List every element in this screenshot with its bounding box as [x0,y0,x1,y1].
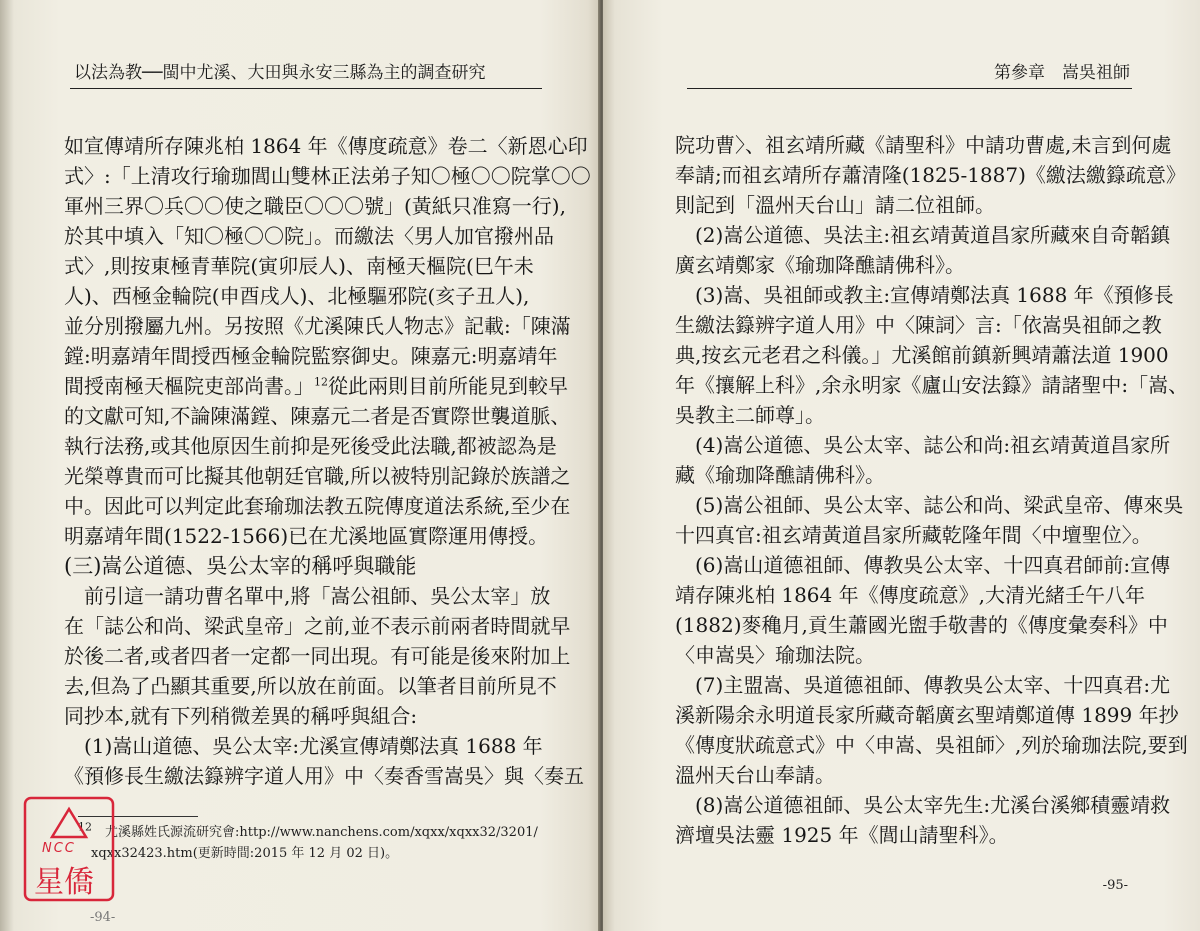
footnote-line[interactable]: xqxx32423.htm(更新時間:2015 年 12 月 02 日)。 [78,846,399,861]
section-heading: (三)嵩公道德、吳公太宰的稱呼與職能 [64,554,417,578]
text-line: 中。因此可以判定此套瑜珈法教五院傳度道法系統,至少在 [64,494,571,518]
text-line: 吳教主二師尊」。 [675,403,825,427]
right-page [603,0,1200,931]
text-line: (1882)麥穐月,貢生蕭國光盥手敬書的《傳度彙奏科》中 [675,613,1168,637]
text-line: 明嘉靖年間(1522-1566)已在尤溪地區實際運用傳授。 [64,524,549,548]
text-line: 前引這一請功曹名單中,將「嵩公祖師、吳公太宰」放 [64,584,551,608]
footnote-line [78,822,554,843]
text-line: 人)、西極金輪院(申酉戌人)、北極驅邪院(亥子丑人), [64,284,530,308]
text-line: (5)嵩公祖師、吳公太宰、誌公和尚、梁武皇帝、傳來吳 [675,493,1184,517]
text-line: 溫州天台山奉請。 [675,763,835,787]
text-line: 十四真官:祖玄靖黃道昌家所藏乾隆年間〈中壇聖位〉。 [675,523,1152,547]
text-line: 軍州三界〇兵〇〇使之職臣〇〇〇號」(黃紙只准寫一行), [64,194,566,218]
text-line: 〈申嵩吳〉瑜珈法院。 [675,643,875,667]
text-line: 同抄本,就有下列稍微差異的稱呼與組合: [64,704,418,728]
page-number-right: -95- [1102,878,1128,893]
text-fragment: 從此兩則目前所能見到較早 [328,374,568,398]
text-line: (6)嵩山道德祖師、傳教吳公太宰、十四真君師前:宣傳 [675,553,1171,577]
text-line: (3)嵩、吳祖師或教主:宣傳靖鄭法真 1688 年《預修長 [675,283,1174,307]
text-line: 去,但為了凸顯其重要,所以放在前面。以筆者目前所見不 [64,674,557,698]
text-line: 《傳度狀疏意式》中〈申嵩、吳祖師〉,列於瑜珈法院,要到 [675,733,1188,757]
footnote-reference[interactable]: 12 [314,375,328,389]
text-line: 的文獻可知,不論陳滿鏜、陳嘉元二者是否實際世襲道脈、 [64,404,571,428]
text-line: (4)嵩公道德、吳公太宰、誌公和尚:祖玄靖黃道昌家所 [675,433,1171,457]
text-line: 生繳法籙辨字道人用》中〈陳詞〉言:「依嵩吳祖師之教 [675,313,1162,337]
footnote-text[interactable]: 尤溪縣姓氏源流研究會:http://www.nanchens.com/xqxx/xqxx32/3201/ [92,825,538,840]
logo-text: 星僑 [34,865,94,900]
text-line: 光榮尊貴而可比擬其他朝廷官職,所以被特別記錄於族譜之 [64,464,571,488]
footnote [78,822,554,864]
text-line: 《預修長生繳法籙辨字道人用》中〈奏香雪嵩吳〉與〈奏五 [64,764,584,788]
page-number-left: -94- [90,910,116,925]
text-line: 於後二者,或者四者一定都一同出現。有可能是後來附加上 [64,644,571,668]
text-line: 並分別撥屬九州。另按照《尤溪陳氏人物志》記載:「陳滿 [64,314,571,338]
text-line: (2)嵩公道德、吳法主:祖玄靖黃道昌家所藏來自奇韜鎮 [675,223,1171,247]
ncc-watermark-logo [22,795,116,903]
footnote-number: 12 [78,820,92,834]
header-rule-left [70,88,542,89]
text-line: 典,按玄元老君之科儀。」尤溪館前鎮新興靖蕭法道 1900 [675,343,1169,367]
text-line: 式〉:「上清攻行瑜珈閭山雙林正法弟子知〇極〇〇院掌〇〇 [64,164,591,188]
logo-text: NCC [42,841,76,856]
text-line: (1)嵩山道德、吳公太宰:尤溪宣傳靖鄭法真 1688 年 [64,734,543,758]
text-line: 在「誌公和尚、梁武皇帝」之前,並不表示前兩者時間就早 [64,614,571,638]
running-header-left: 以法為教──閩中尤溪、大田與永安三縣為主的調查研究 [74,63,486,83]
text-line: (8)嵩公道德祖師、吳公太宰先生:尤溪台溪鄉積靈靖救 [675,793,1171,817]
text-fragment: 間授南極天樞院吏部尚書。」 [64,374,314,398]
text-line: 院功曹〉、祖玄靖所藏《請聖科》中請功曹處,未言到何處 [675,133,1172,157]
text-line: 藏《瑜珈降醮請佛科》。 [675,463,885,487]
text-line: 執行法務,或其他原因生前抑是死後受此法職,都被認為是 [64,434,557,458]
left-body-text [64,131,591,791]
text-line: 廣玄靖鄭家《瑜珈降醮請佛科》。 [675,253,965,277]
text-line: 式〉,則按東極青華院(寅卯辰人)、南極天樞院(巳午未 [64,254,534,278]
text-line: 濟壇吳法靈 1925 年《閭山請聖科》。 [675,823,1009,847]
text-line: 奉請;而祖玄靖所存蕭清隆(1825-1887)《繳法繳籙疏意》 [675,163,1186,187]
right-body-text [675,130,1189,850]
text-line: 如宣傳靖所存陳兆柏 1864 年《傳度疏意》卷二〈新恩心印 [64,134,588,158]
text-line: 於其中填入「知〇極〇〇院」。而繳法〈男人加官撥州品 [64,224,554,248]
text-line: 靖存陳兆柏 1864 年《傳度疏意》,大清光緒壬午八年 [675,583,1145,607]
text-line: 溪新陽余永明道長家所藏奇韜廣玄聖靖鄭道傳 1899 年抄 [675,703,1179,727]
running-header-right: 第參章 嵩吳祖師 [994,63,1130,83]
text-line: 則記到「溫州天台山」請二位祖師。 [675,193,995,217]
header-rule-right [687,88,1132,89]
text-line: 年《攘解上科》,余永明家《廬山安法籙》請諸聖中:「嵩、 [675,373,1189,397]
text-line: 鏜:明嘉靖年間授西極金輪院監察御史。陳嘉元:明嘉靖年 [64,344,558,368]
text-line: (7)主盟嵩、吳道德祖師、傳教吳公太宰、十四真君:尤 [675,673,1171,697]
text-line-with-footnote [64,371,568,401]
